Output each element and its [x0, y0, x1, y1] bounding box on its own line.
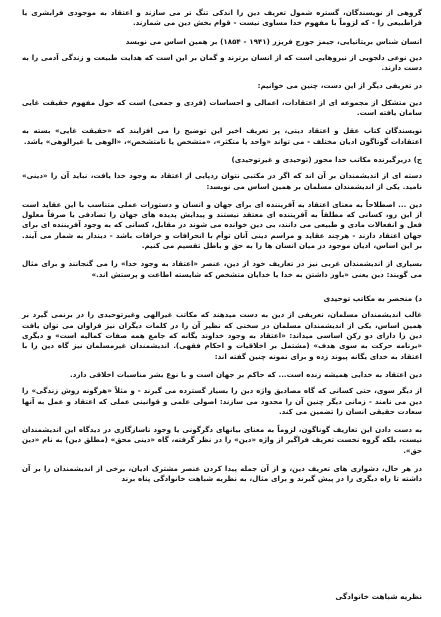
paragraph-10: غالب اندیشمندان مسلمان، تعریفی از دین به دست میدهند که مکاتب غیرالهی وغیرتوحیدی را در برنمی گیرد بر همین اساس، یکی از اندیشمندان مسلمان در سخنی که نظیر آن را در کلمات دیگران نیز فراوان می توان یافت دین را دارای دو رکن اساسی میداند: «اعتقاد به وجود خداوند یگانه که جامع همه صفات کمالیه است» و دیگری «برنامه حرکت به سوی هدف» (مشتمل بر اخلاقیات و احکام فقهی). اندیشمندان غیرمسلمان نیز گاه دین را با اعتقاد به خدای یگانه پیوند زده و برای نمونه چنین گفته اند: [22, 310, 422, 361]
paragraph-4: در تعریفی دیگر از این دست، چنین می خوانیم: [257, 81, 422, 91]
paragraph-5: دین متشکل از مجموعه ای از اعتقادات، اعمالی و احساسات (فردی و جمعی) است که حول مفهوم حقیقت غایی سامان یافته است. [22, 97, 422, 118]
document-page [22, 8, 422, 608]
paragraph-13: به دست دادن این تعاریف گوناگون، لزوماً به معنای بیانهای دگرگونی یا وجود ناسازگاری در دیدگاه این اندیشمندان نیست، بلکه گروه نخست تعریف فراگیر از واژه «دین» را در نظر گرفته، گاه «دینی محق» (مطلق دین) به نام «دین حق». [22, 425, 422, 455]
paragraph-1: گروهی از نویسندگان، گستره شمول تعریف دین را اندکی تنگ تر می سازند و اعتقاد به موجودی فرابشری یا فراطبیعی را - که لزوماً با مفهوم خدا مساوی نیست - قوام بخش دین می شمارند. [22, 8, 422, 28]
footer-heading: نظریه شباهت خانوادگی [335, 592, 422, 601]
paragraph-2: انسان شناس بریتانیایی، جیمز جورج فریزر (۱۹۴۱ - ۱۸۵۴) بر همین اساس می نویسد [125, 36, 422, 46]
paragraph-14: در هر حال، دشواری های تعریف دین، و از آن جمله پیدا کردن عنصر مشترک ادیان، برخی از اندیشمندان را بر آن داشته تا راه دیگری را در پیش گیرند و برای مثال، به نظریه شباهت خانوادگی پناه برند [22, 464, 422, 484]
paragraph-7: دسته ای از اندیشمندان بر آن اند که اگر در مکتبی نتوان ردپایی از اعتقاد به وجود خدا یافت، نباید آن را «دینی» نامید. یکی از اندیشمندان مسلمان بر همین اساس می نویسد: [22, 171, 422, 191]
section-heading-d: د) منحصر به مکاتب توحیدی [323, 293, 422, 303]
paragraph-11: دین اعتقاد به خدایی همیشه زنده است... که حاکم بر جهان است و با نوع بشر مناسبات اخلاقی دارد. [70, 369, 422, 379]
paragraph-9: بسیاری از اندیشمندان غربی نیز در تعاریف خود از دین، عنصر «اعتقاد به وجود خدا» را می گنجانند و برای مثال می گویند: دین یعنی «باور داشتن به خدا یا خدایان متشخص که شایسته اطاعت و پرستش اند.» [22, 259, 422, 279]
paragraph-8: دین ... اصطلاحاً به معنای اعتقاد به آفریننده ای برای جهان و انسان و دستورات عملی متناسب با این عقاید است از این رو، کسانی که مطلقاً به آفریننده ای معتقد نیستند و پیدایش پدیده های جهان را تصادفی یا صرفاً معلول فعل و انفعالات مادی و طبیعی می دانند، بی دین خوانده می شوند در مقابل، کسانی که به وجود آفریننده ای برای جهان اعتقاد دارند - هرچند عقاید و مراسم دینی آنان توأم با انحرافات و خرافات باشد - دیندار به شمار می آیند. بر این اساس، ادیان موجود در میان انسان ها را به حق و باطل تقسیم می کنیم. [22, 199, 422, 251]
section-heading-c: ج) دربرگیرنده مکاتب خدا محور (توحیدی و غیرتوحیدی) [231, 154, 422, 164]
paragraph-3: دین نوعی دلجویی از نیروهایی است که از انسان برترند و گمان بر این است که هدایت طبیعت و زندگی آدمی را به دست دارند. [22, 52, 422, 73]
paragraph-6: نویسندگان کتاب عقل و اعتقاد دینی، پر تعریف اخیر این توضیح را می افزایند که «حقیقت غایی» بسته به اعتقادات گوناگون ادیان مختلف - می تواند «واحد یا متکثر»، «متشخص یا نامتشخص»، «الوهی یا غیرالوهی» باشد. [22, 126, 422, 146]
paragraph-12: از دیگر سوی، حتی کسانی که گاه مصادیق واژه دین را بسیار گسترده می گیرند - و مثلاً «هرگونه روش زندگی» را دین می نامند - زمانی دیگر چنین آن را محدود می سازند: اصولی علمی و قوانینی عملی که اعتقاد و عمل به آنها سعادت حقیقی انسان را تضمین می کند. [22, 386, 422, 416]
